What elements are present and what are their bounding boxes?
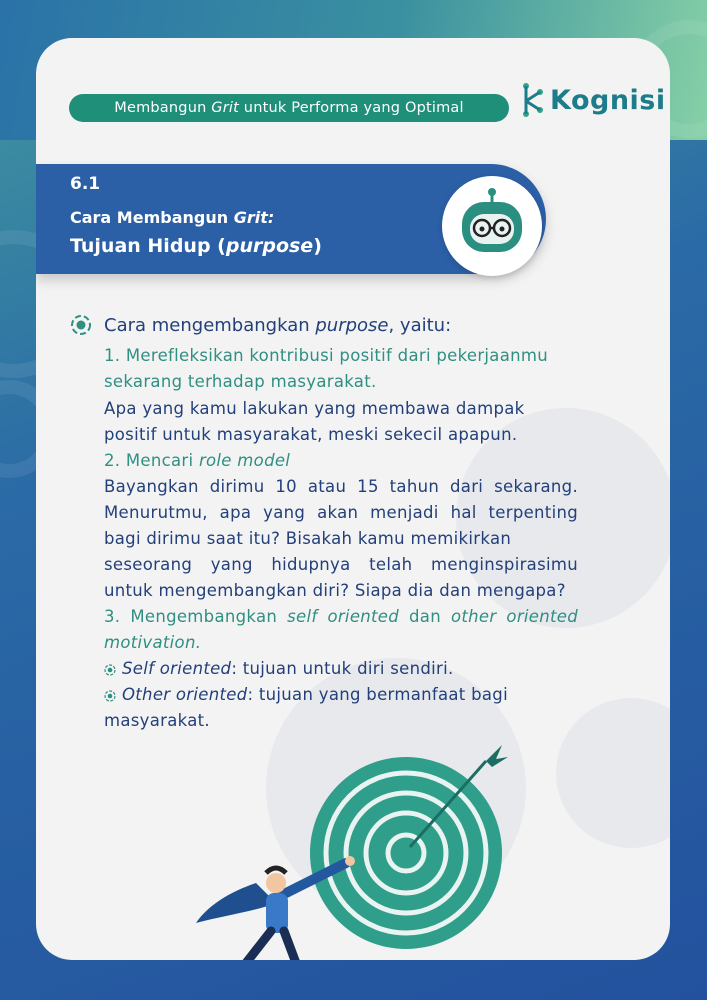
point-3-title [104,607,578,626]
section-title-line1 [70,208,274,227]
point-2-emphasis: role model [198,451,291,470]
point-3-line2 [104,633,201,652]
point-2-desc-line1: Bayangkan dirimu 10 atau 15 tahun dari sekarang. [104,477,578,496]
card-decoration [556,698,670,848]
sub-bullet-self [104,659,454,678]
kognisi-logo-icon [522,82,544,118]
intro-heading [70,314,451,336]
point-2-desc-line3: bagi dirimu saat itu? Bisakah kamu memikirkan [104,529,512,548]
point-2-prefix: 2. Mencari [104,451,199,470]
point-1-title-line1: 1. Merefleksikan kontribusi positif dari pekerjaanmu [104,346,548,365]
point-3-prefix: 3. Mengembangkan [104,607,288,626]
small-radio-bullet-icon [104,664,116,676]
point-3-mid: dan [399,607,451,626]
point-1-desc-line2: positif untuk masyarakat, meski sekecil apapun. [104,425,518,444]
section-title-line1-prefix: Cara Membangun [70,208,234,227]
topic-pill-suffix: untuk Performa yang Optimal [239,100,464,116]
section-title-line1-emphasis: Grit: [233,208,275,227]
radio-bullet-icon [70,314,92,336]
section-title-line2-emphasis: purpose [225,235,314,257]
mascot-avatar [442,176,542,276]
intro-suffix: , yaitu: [388,314,452,336]
topic-pill [69,94,509,122]
topic-pill-prefix: Membangun [114,100,212,116]
sub-bullet-self-text: : tujuan untuk diri sendiri. [231,659,454,678]
sub-bullet-self-emphasis: Self oriented [122,659,232,678]
target-illustration [196,733,556,960]
section-number: 6.1 [70,174,101,194]
brand-name: Kognisi [550,84,666,116]
point-3-emphasis-2: other oriented [450,607,578,626]
point-2-desc-line2: Menurutmu, apa yang akan menjadi hal terpenting [104,503,578,522]
point-1-desc-line1: Apa yang kamu lakukan yang membawa dampak [104,399,525,418]
content-card [36,38,670,960]
point-2-title [104,451,290,470]
brand-logo [522,82,666,118]
point-2-desc-line4: seseorang yang hidupnya telah menginspirasimu [104,555,578,574]
intro-emphasis: purpose [315,314,389,336]
point-3-emphasis-1: self oriented [287,607,400,626]
section-title-line2 [70,235,322,257]
sub-bullet-other-emphasis: Other oriented [122,685,248,704]
robot-mascot-icon [442,176,542,276]
sub-bullet-other-line2: masyarakat. [104,711,210,730]
sub-bullet-other-text: : tujuan yang bermanfaat bagi [247,685,508,704]
small-radio-bullet-icon [104,690,116,702]
point-2-desc-line5: untuk mengembangkan diri? Siapa dia dan mengapa? [104,581,566,600]
point-1-title-line2: sekarang terhadap masyarakat. [104,372,377,391]
topic-pill-emphasis: Grit [211,100,239,116]
sub-bullet-other [104,685,508,704]
section-title-line2-suffix: ) [313,235,322,257]
target-icon [310,757,502,949]
intro-prefix: Cara mengembangkan [104,314,316,336]
section-title-line2-prefix: Tujuan Hidup ( [70,235,226,257]
point-3-line2-emphasis: motivation. [104,633,202,652]
